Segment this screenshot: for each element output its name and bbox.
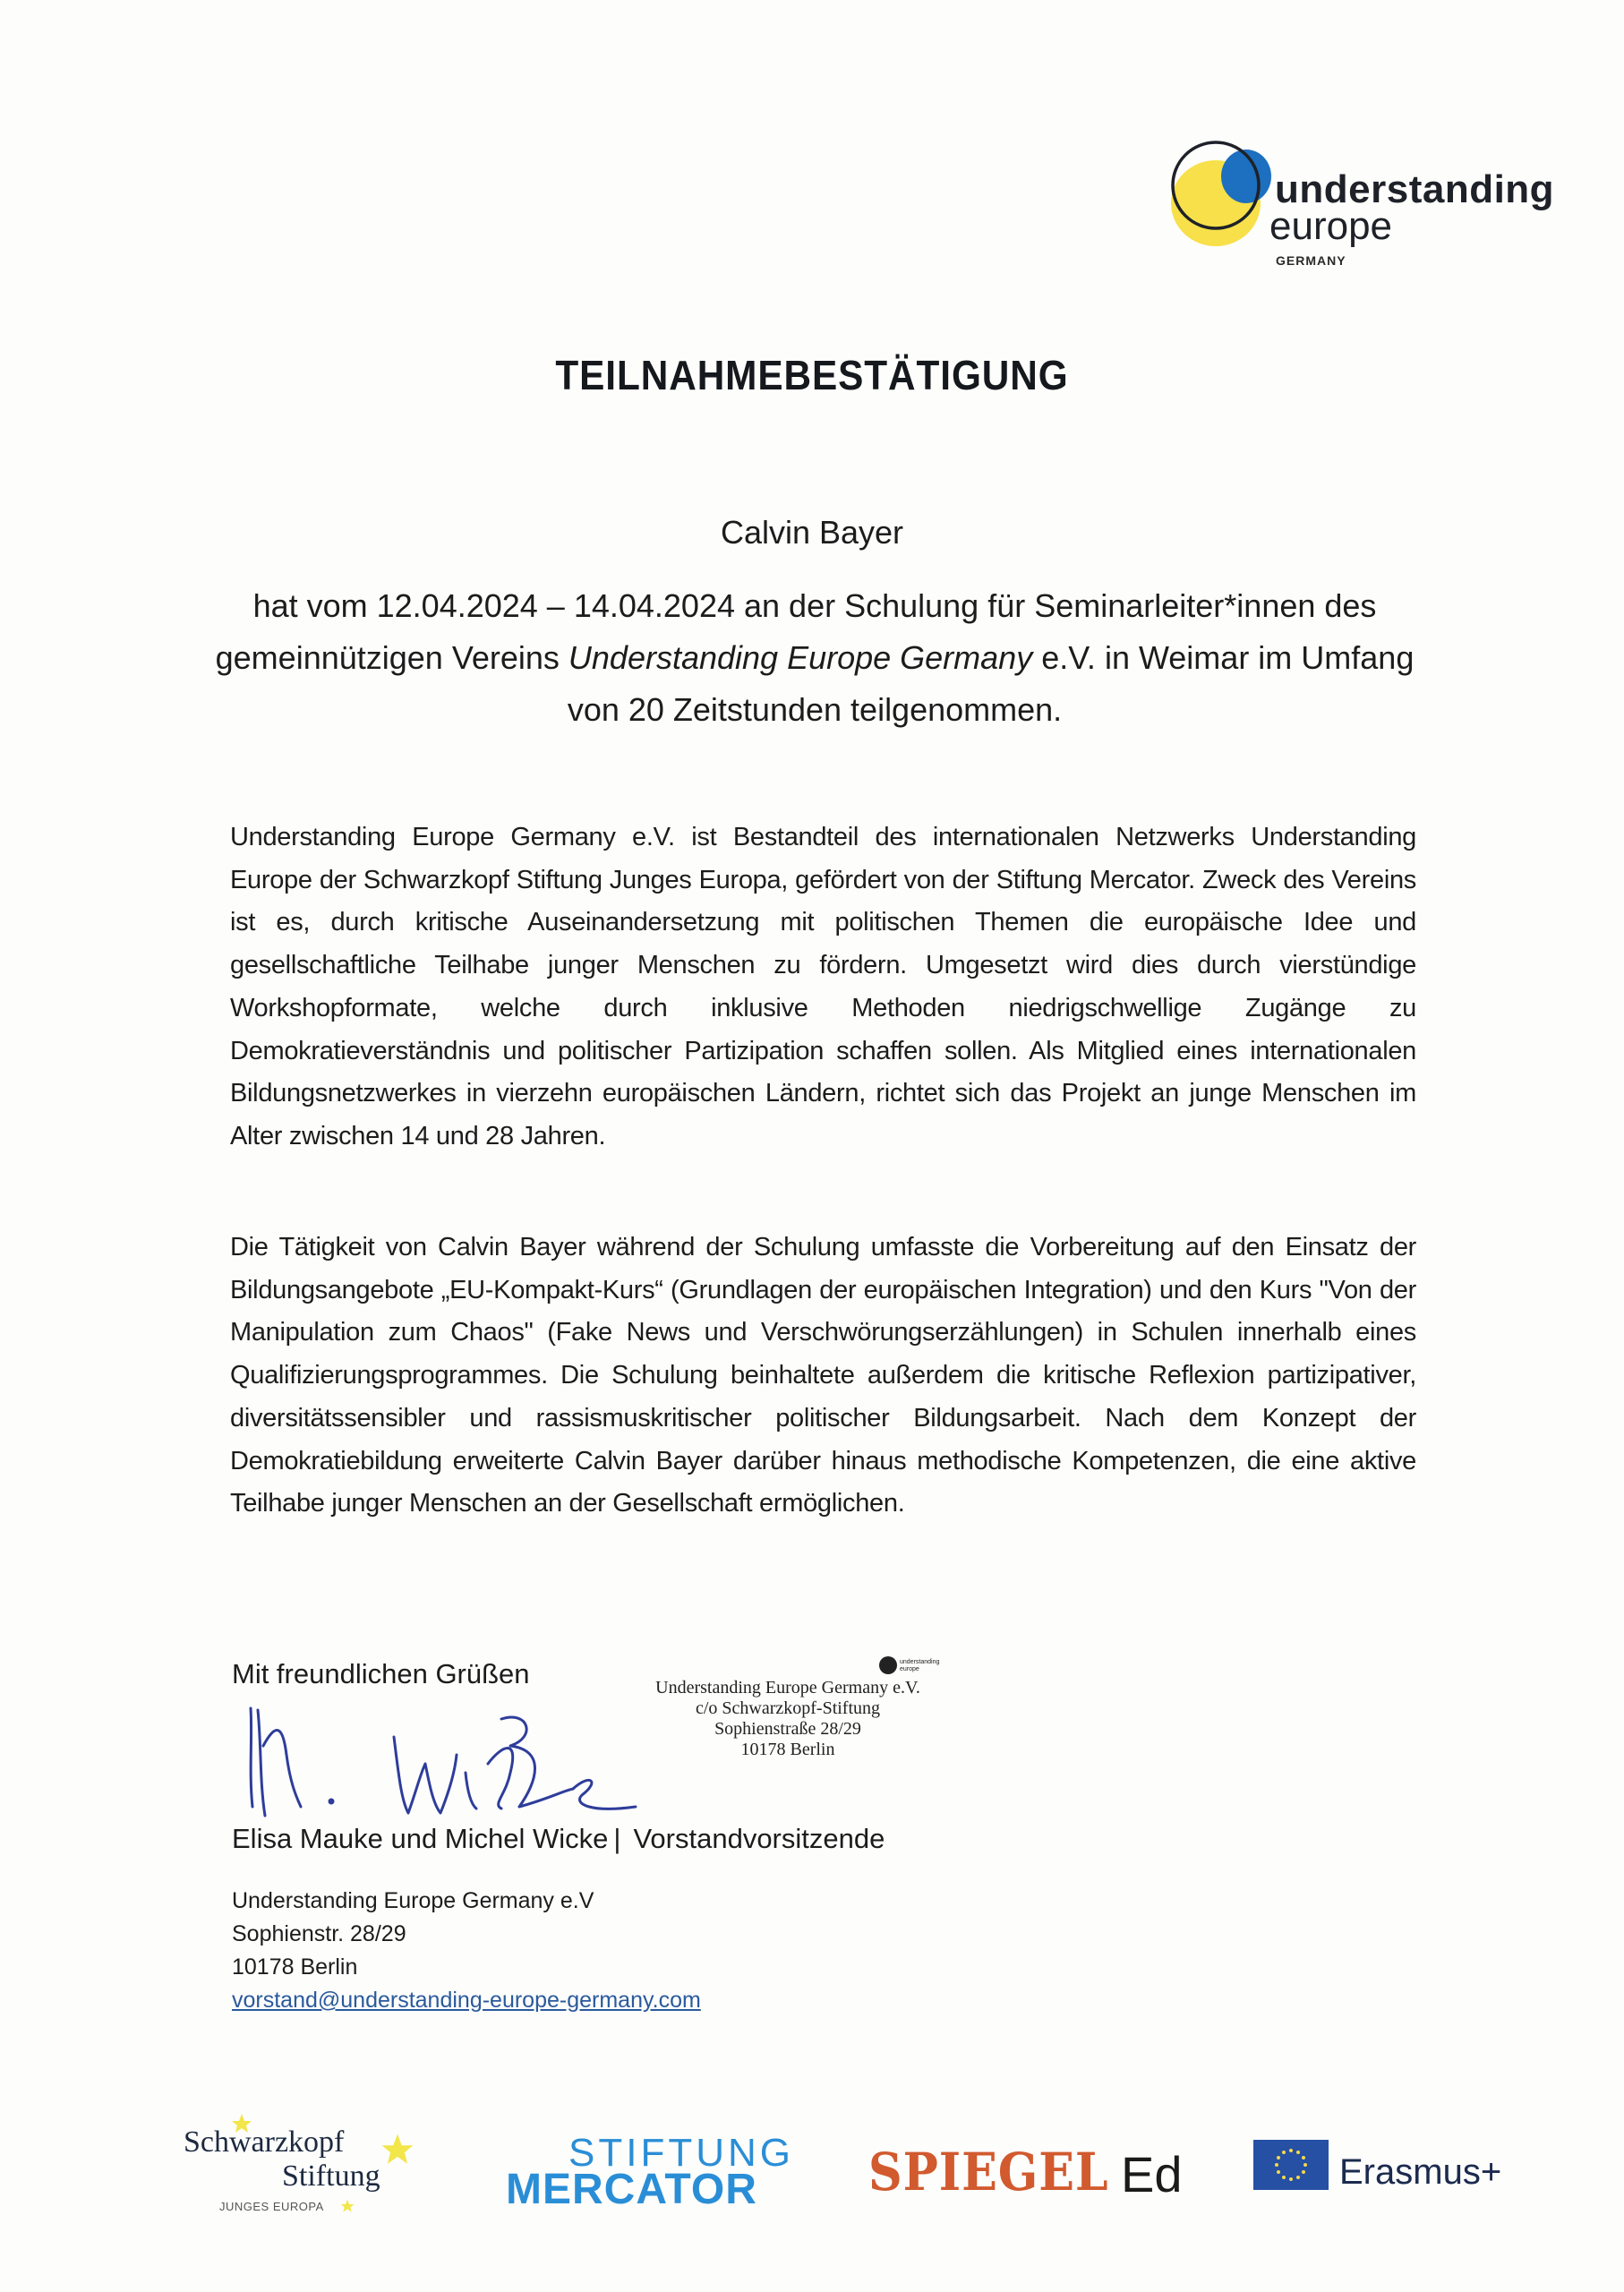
closing-greeting: Mit freundlichen Grüßen [232, 1658, 530, 1689]
signer-names: Elisa Mauke und Michel Wicke [232, 1823, 609, 1854]
address-street: Sophienstr. 28/29 [232, 1921, 406, 1946]
schwarzkopf-line1: Schwarzkopf [184, 2125, 345, 2159]
intro-text-start: hat vom 12.04.2024 – 14.04.2024 an der Schulung für Seminarleiter*innen des gemeinnützigen Vereins [215, 587, 1377, 676]
mercator-line2: MERCATOR [506, 2166, 757, 2213]
logo-word-germany: GERMANY [1276, 253, 1346, 268]
address-city: 10178 Berlin [232, 1954, 358, 1980]
participant-name: Calvin Bayer [720, 514, 904, 551]
spiegel-word: SPIEGEL [868, 2142, 1109, 2202]
signers-line [232, 1823, 885, 1855]
organization-stamp [618, 1656, 958, 1760]
signer-role: Vorstandvorsitzende [633, 1823, 885, 1854]
schwarzkopf-stiftung-logo [175, 2113, 443, 2211]
stamp-line: Understanding Europe Germany e.V. [655, 1678, 920, 1698]
stiftung-mercator-logo [506, 2131, 810, 2211]
address-org: Understanding Europe Germany e.V [232, 1888, 594, 1913]
logo-word-europe: europe [1269, 204, 1393, 248]
intro-text-end: e.V. in Weimar im Umfang von 20 Zeitstunden teilgenommen. [567, 639, 1415, 728]
document-title: TEILNAHMEBESTÄTIGUNG [555, 352, 1069, 398]
stamp-line: Sophienstraße 28/29 [714, 1719, 861, 1739]
schwarzkopf-line3: JUNGES EUROPA [219, 2200, 324, 2213]
email-link[interactable]: vorstand@understanding-europe-germany.com [232, 1988, 701, 2013]
star-icon [338, 2199, 356, 2213]
stamp-line: c/o Schwarzkopf-Stiftung [695, 1698, 881, 1718]
svg-text:understanding: understanding [900, 1659, 940, 1665]
eu-flag-icon [1253, 2140, 1329, 2190]
spiegel-ed-word: Ed [1121, 2146, 1183, 2202]
mercator-line1: STIFTUNG [568, 2131, 794, 2175]
handwritten-signature [242, 1701, 645, 1826]
stamp-logo-icon [875, 1655, 955, 1676]
body-paragraph-activity: Die Tätigkeit von Calvin Bayer während der Schulung umfasste die Vorbereitung auf den Einsatz der Bildungsangebote „EU-Kompakt-Kurs“ (Grundlagen der europäischen Integration) und den Kurs "Von der Manipulation zum Chaos" (Fake News und Verschwörungserzählungen) in Schulen innerhalb eines Qualifizierungsprogrammes. Die Schulung beinhaltete außerdem die kritische Reflexion partizipativer, diversitätssensibler und rassismuskritischer politischer Bildungsarbeit. Nach dem Konzept der Demokratiebildung erweiterte Calvin Bayer darüber hinaus methodische Kompetenzen, die eine aktive Teilhabe junger Menschen an der Gesellschaft ermöglichen. [230, 1233, 1416, 1518]
contact-address [232, 1885, 701, 2017]
star-icon [376, 2133, 419, 2167]
participation-statement [206, 580, 1423, 736]
svg-text:europe: europe [900, 1666, 919, 1672]
understanding-europe-logo [1164, 139, 1576, 273]
signer-separator: | [613, 1823, 621, 1854]
spiegel-ed-logo [868, 2142, 1183, 2213]
logo-circles-icon [1164, 139, 1280, 255]
schwarzkopf-line2: Stiftung [282, 2159, 380, 2193]
stamp-line: 10178 Berlin [740, 1740, 835, 1759]
intro-org-name: Understanding Europe Germany [568, 639, 1033, 676]
logo-word-understanding: understanding [1275, 167, 1555, 211]
body-paragraph-organization: Understanding Europe Germany e.V. ist Bestandteil des internationalen Netzwerks Understanding Europe der Schwarzkopf Stiftung Junges Europa, gefördert von der Stiftung Mercator. Zweck des Vereins ist es, durch kritische Auseinandersetzung mit politischen Themen die europäische Idee und gesellschaftliche Teilhabe junger Menschen zu fördern. Umgesetzt wird dies durch vierstündige Workshopformate, welche durch inklusive Methoden niedrigschwellige Zugänge zu Demokratieverständnis und politischer Partizipation schaffen sollen. Als Mitglied eines internationalen Bildungsnetzwerkes in vierzehn europäischen Ländern, richtet sich das Projekt an junge Menschen im Alter zwischen 14 und 28 Jahren. [230, 823, 1416, 1150]
erasmus-label: Erasmus+ [1339, 2152, 1502, 2192]
